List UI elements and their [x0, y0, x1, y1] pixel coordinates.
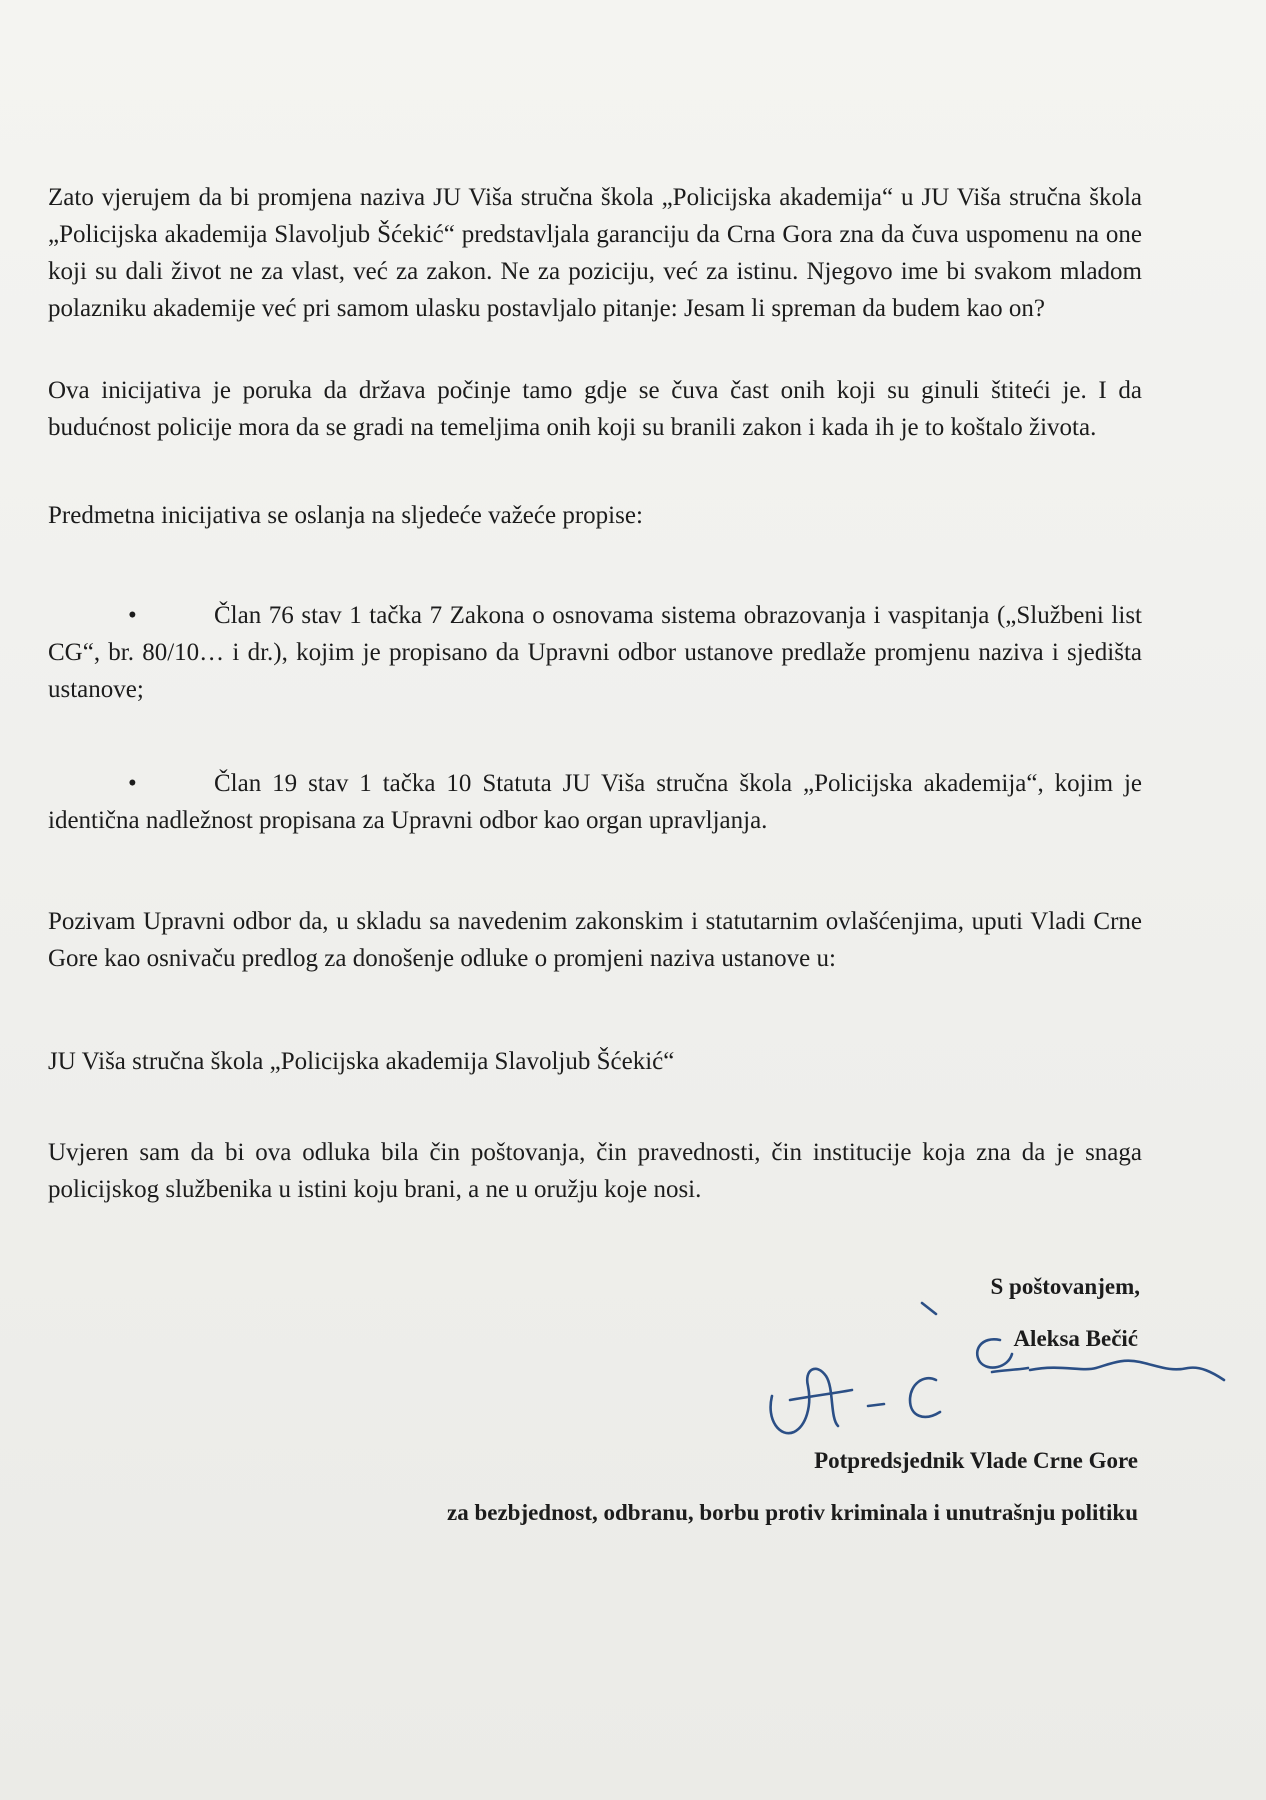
paragraph-commemoration: Zato vjerujem da bi promjena naziva JU Viša stručna škola „Policijska akademija“ u JU Viša stručna škola „Policijska akademija Slavoljub Šćekić“ predstavljala garanciju da Crna Gora zna da čuva uspomenu na one koji su dali život ne za vlast, već za zakon. Ne za poziciju, već za istinu. Njegovo ime bi svakom mladom polazniku akademije već pri samom ulasku postavljalo pitanje: Jesam li spreman da budem kao on? — [48, 184, 1142, 322]
proposed-institution-name: JU Viša stručna škola „Policijska akademija Slavoljub Šćekić“ — [48, 1048, 675, 1075]
signer-name: Aleksa Bečić — [1013, 1326, 1138, 1351]
list-item-statute-article — [48, 765, 1142, 839]
list-item-law-article — [48, 597, 1142, 708]
closing-salutation: S poštovanjem, — [990, 1274, 1140, 1299]
bullet-icon: • — [128, 770, 137, 797]
paragraph-legal-basis-intro: Predmetna inicijativa se oslanja na sljedeće važeće propise: — [48, 502, 643, 529]
signer-title-line1: Potpredsjednik Vlade Crne Gore — [814, 1448, 1138, 1473]
bullet-icon: • — [128, 602, 137, 629]
handwritten-signature-icon — [760, 1288, 1260, 1458]
signer-title-line2: za bezbjednost, odbranu, borbu protiv kriminala i unutrašnju politiku — [446, 1500, 1138, 1525]
paragraph-conclusion: Uvjeren sam da bi ova odluka bila čin poštovanja, čin pravednosti, čin institucije koja zna da je snaga policijskog službenika u istini koju brani, a ne u oružju koje nosi. — [48, 1139, 1142, 1203]
paragraph-initiative-message: Ova inicijativa je poruka da država počinje tamo gdje se čuva čast onih koji su ginuli štiteći je. I da budućnost policije mora da se gradi na temeljima onih koji su branili zakon i kada ih je to koštalo života. — [48, 377, 1142, 441]
list-item-text: Član 76 stav 1 tačka 7 Zakona o osnovama sistema obrazovanja i vaspitanja („Službeni list CG“, br. 80/10… i dr.), kojim je propisano da Upravni odbor ustanove predlaže promjenu naziva i sjedišta ustanove; — [48, 602, 1142, 703]
paragraph-request: Pozivam Upravni odbor da, u skladu sa navedenim zakonskim i statutarnim ovlašćenjima, uputi Vladi Crne Gore kao osnivaču predlog za donošenje odluke o promjeni naziva ustanove u: — [48, 908, 1142, 972]
list-item-text: Član 19 stav 1 tačka 10 Statuta JU Viša stručna škola „Policijska akademija“, kojim je identična nadležnost propisana za Upravni odbor kao organ upravljanja. — [48, 770, 1142, 834]
